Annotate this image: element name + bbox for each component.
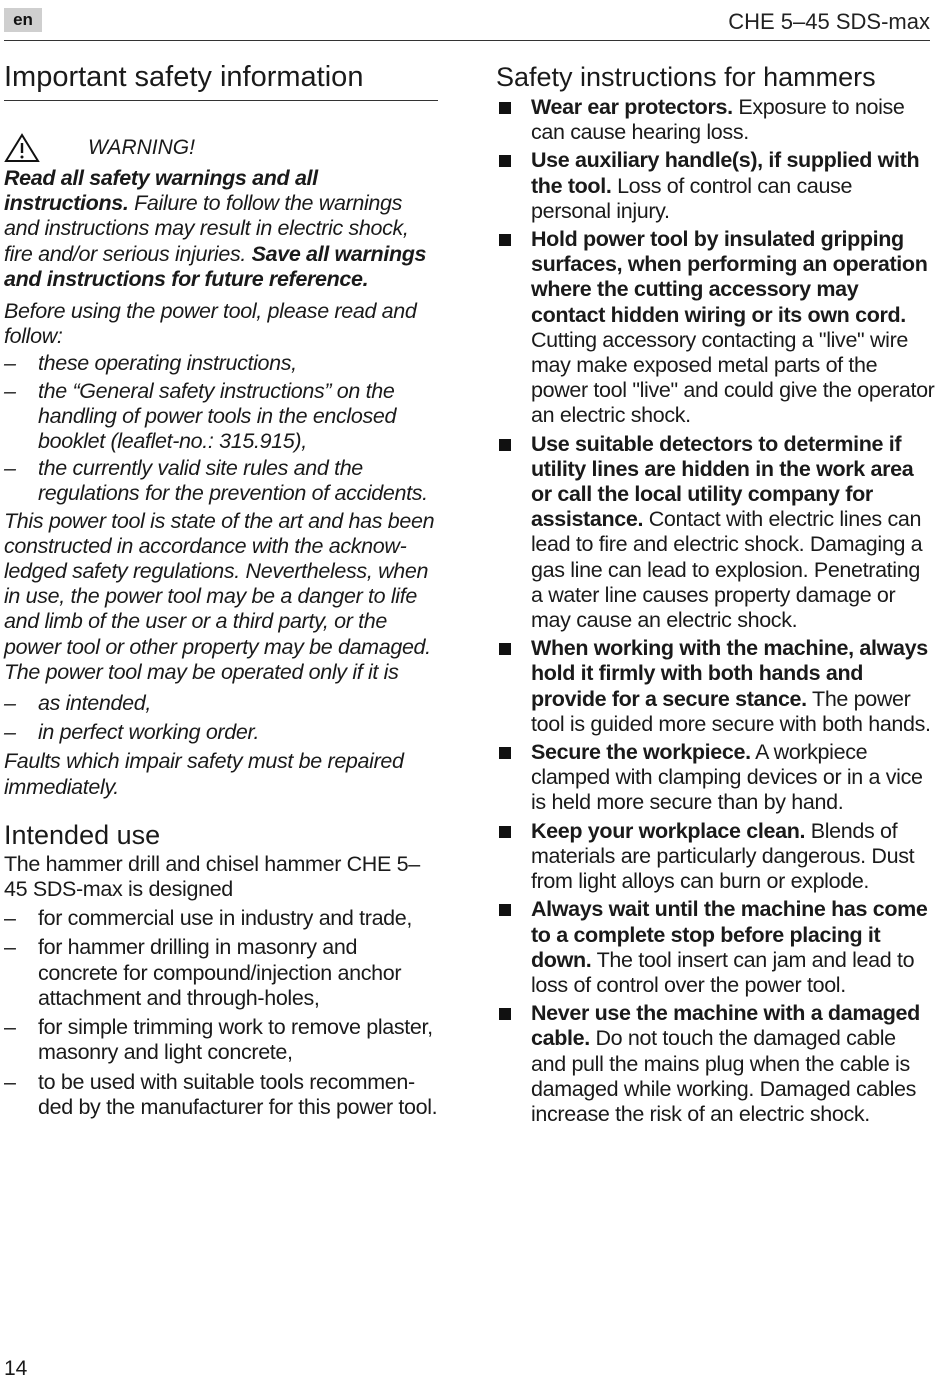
item-bold-lead: Wear ear protectors. bbox=[531, 95, 733, 119]
item-bold-lead: Use suitable detectors to determine if utility lines are hidden in the work area or call the local utility company for assistance. bbox=[531, 431, 914, 532]
square-bullet-icon bbox=[499, 826, 511, 838]
item-body: Do not touch the damaged cable and pull the mains plug when the cable is damaged while working. Damaged cables increase the risk of an electric shock. bbox=[531, 1026, 917, 1126]
operate-conditions-list bbox=[4, 691, 438, 745]
item-bold-lead: Secure the workpiece. bbox=[531, 740, 751, 765]
warning-paragraph bbox=[4, 166, 438, 292]
square-bullet-icon bbox=[499, 234, 511, 246]
item-body: Exposure to noise can cause hearing loss. bbox=[531, 95, 905, 145]
item-body: Blends of materials are particularly dangerous. Dust from light alloys can burn or explode. bbox=[531, 818, 915, 894]
item-bold-lead: Hold power tool by insulated gripping surfaces, when performing an operation where the cutting accessory may contact hidden wiring or its own cord. bbox=[531, 227, 928, 327]
intended-use-list bbox=[4, 906, 438, 1120]
list-item bbox=[496, 95, 936, 145]
list-item: – the “General safety instructions” on the handling of power tools in the enclosed booklet (leaflet-no.: 315.915), bbox=[4, 379, 438, 455]
square-bullet-icon bbox=[499, 643, 511, 655]
intended-use-intro: The hammer drill and chisel hammer CHE 5–45 SDS-max is designed bbox=[4, 851, 420, 902]
list-item: – to be used with suitable tools recommen-ded by the manufacturer for this power tool. bbox=[4, 1070, 438, 1120]
list-item bbox=[496, 432, 936, 634]
hammer-safety-list bbox=[496, 95, 936, 1127]
list-item bbox=[496, 227, 936, 429]
faults-paragraph: Faults which impair safety must be repaired immediately. bbox=[4, 749, 404, 799]
list-item: – the currently valid site rules and the regulations for the prevention of accidents. bbox=[4, 456, 438, 506]
item-body: Loss of control can cause personal injury. bbox=[531, 173, 853, 223]
warning-triangle-icon bbox=[4, 133, 40, 163]
list-item: – for commercial use in industry and trade, bbox=[4, 906, 438, 931]
warning-heading bbox=[4, 133, 438, 163]
before-use-intro: Before using the power tool, please read and follow: bbox=[4, 299, 417, 349]
list-item bbox=[496, 1001, 936, 1127]
header-divider bbox=[4, 40, 930, 41]
square-bullet-icon bbox=[499, 102, 511, 114]
language-badge: en bbox=[4, 8, 42, 32]
list-item: – for simple trimming work to remove plaster, masonry and light concrete, bbox=[4, 1015, 438, 1065]
state-of-art-paragraph: This power tool is state of the art and has been constructed in accordance with the acknow-ledged safety regulations. Nevertheless, when in use, the power tool may be a danger to life and limb of the user or a third party, or the power tool or other property may be damaged. The power tool may be operated only if it is bbox=[4, 508, 435, 684]
item-body: A workpiece clamped with clamping devices or in a vice is held more secure than by hand. bbox=[531, 740, 923, 815]
item-body: Contact with electric lines can lead to fire and electric shock. Damaging a gas line can lead to explosion. Penetrating a water line causes property damage or may cause an electric shock. bbox=[531, 507, 923, 633]
list-item bbox=[496, 897, 936, 998]
list-item: – for hammer drilling in masonry and concrete for compound/injection anchor attachment and through-holes, bbox=[4, 935, 438, 1011]
right-column bbox=[496, 58, 936, 1130]
section-title-safety: Important safety information bbox=[4, 58, 438, 101]
section-title-intended-use: Intended use bbox=[4, 819, 161, 850]
square-bullet-icon bbox=[499, 747, 511, 759]
item-body: The power tool is guided more secure with both hands. bbox=[531, 686, 931, 736]
section-title-hammer-safety: Safety instructions for hammers bbox=[496, 62, 876, 92]
warning-bold-save: Save all warnings and instructions for future reference. bbox=[4, 241, 427, 291]
item-bold-lead: When working with the machine, always hold it firmly with both hands and provide for a secure stance. bbox=[531, 636, 928, 711]
warning-bold-lead: Read all safety warnings and all instructions. bbox=[4, 166, 318, 216]
list-item bbox=[496, 740, 936, 816]
document-title: CHE 5–45 SDS-max bbox=[728, 9, 930, 34]
list-item bbox=[496, 148, 936, 224]
item-bold-lead: Always wait until the machine has come to a complete stop before placing it down. bbox=[531, 897, 928, 972]
list-item: – in perfect working order. bbox=[4, 720, 438, 745]
square-bullet-icon bbox=[499, 439, 511, 451]
square-bullet-icon bbox=[499, 904, 511, 916]
page-number: 14 bbox=[4, 1357, 28, 1380]
before-use-list bbox=[4, 351, 438, 506]
warning-body: Failure to follow the warnings and instructions may result in electric shock, fire and/or serious injuries. bbox=[4, 191, 409, 266]
square-bullet-icon bbox=[499, 1008, 511, 1020]
item-bold-lead: Use auxiliary handle(s), if supplied with the tool. bbox=[531, 148, 920, 198]
item-bold-lead: Keep your workplace clean. bbox=[531, 818, 806, 843]
list-item: – these operating instructions, bbox=[4, 351, 438, 376]
item-bold-lead: Never use the machine with a damaged cable. bbox=[531, 1001, 920, 1051]
list-item bbox=[496, 819, 936, 895]
item-body: The tool insert can jam and lead to loss of control over the power tool. bbox=[531, 947, 915, 997]
list-item: – as intended, bbox=[4, 691, 438, 716]
left-column bbox=[4, 58, 438, 1120]
warning-label: WARNING! bbox=[88, 136, 195, 159]
item-body: Cutting accessory contacting a "live" wire may make exposed metal parts of the power tool "live" and could give the operator an electric shock. bbox=[531, 327, 935, 428]
list-item bbox=[496, 636, 936, 737]
square-bullet-icon bbox=[499, 155, 511, 167]
